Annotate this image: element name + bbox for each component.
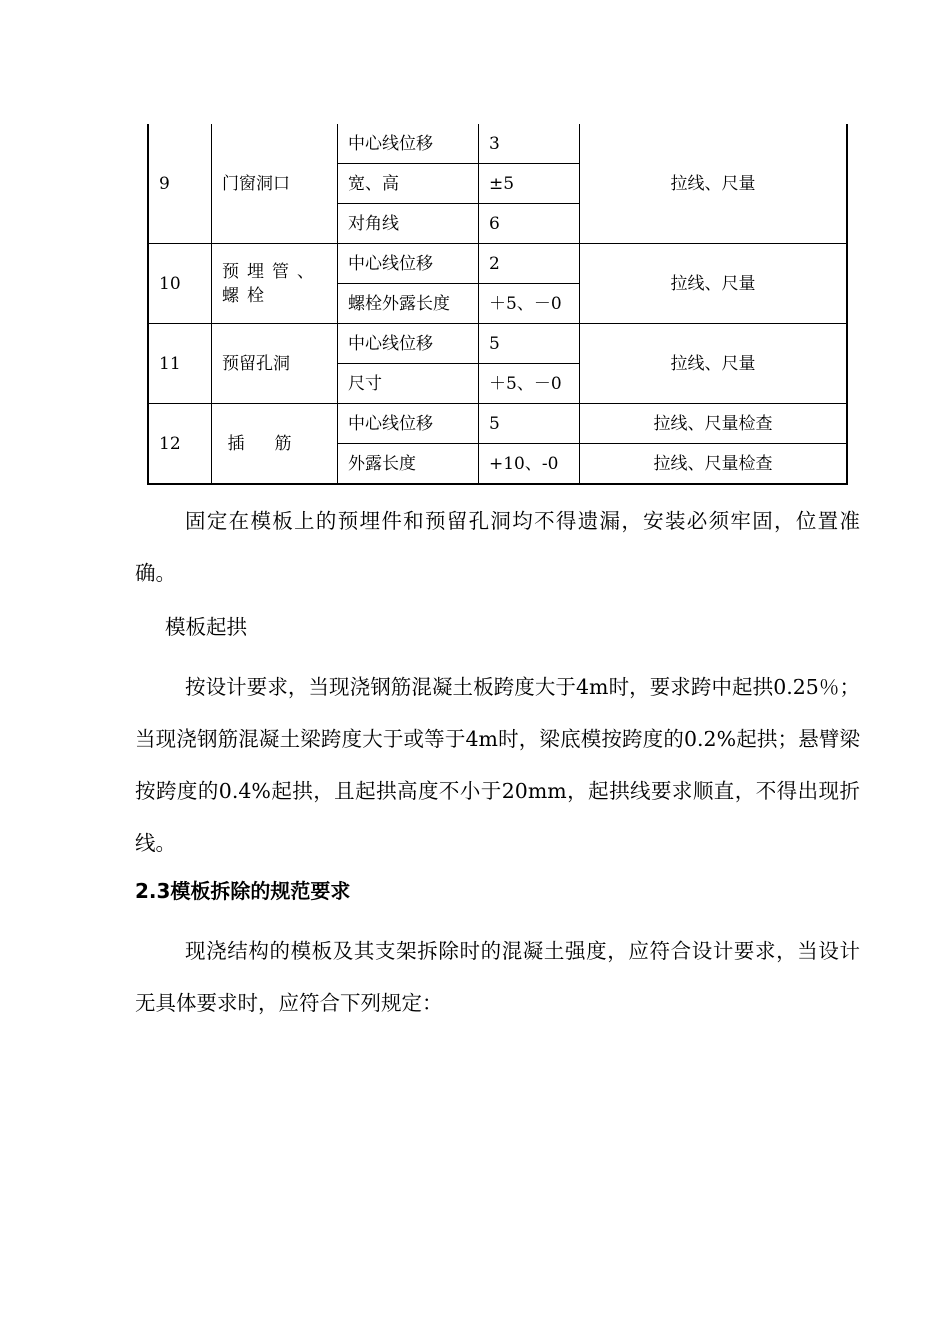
tolerance-value: +10、-0 [479,444,580,485]
paragraph-camber-requirements: 按设计要求，当现浇钢筋混凝土板跨度大于4m时，要求跨中起拱0.25％；当现浇钢筋混凝土梁跨度大于或等于4m时，梁底模按跨度的0.2%起拱；悬臂梁按跨度的0.4%起拱，且起拱高度不小于20mm，起拱线要求顺直，不得出现折线。 [135,675,860,855]
check-method: 拉线、尺量 [580,324,848,404]
tolerance-value: ＋5、－0 [479,364,580,404]
check-item: 尺寸 [338,364,479,404]
tolerance-value: ±5 [479,164,580,204]
row-number: 10 [148,244,212,324]
item-name: 门窗洞口 [212,124,338,244]
tolerance-table [147,124,848,485]
check-item: 外露长度 [338,444,479,485]
item-name: 预埋管、螺栓 [212,244,338,324]
tolerance-value: 3 [479,124,580,164]
table-row [148,404,847,444]
check-item: 中心线位移 [338,404,479,444]
tolerance-value: ＋5、－0 [479,284,580,324]
check-item: 宽、高 [338,164,479,204]
table-row [148,124,847,164]
tolerance-value: 5 [479,324,580,364]
check-item: 螺栓外露长度 [338,284,479,324]
check-item: 中心线位移 [338,244,479,284]
table-row [148,324,847,364]
item-name: 预留孔洞 [212,324,338,404]
check-item: 中心线位移 [338,124,479,164]
check-method: 拉线、尺量 [580,244,848,324]
paragraph-embedded-parts: 固定在模板上的预埋件和预留孔洞均不得遗漏，安装必须牢固，位置准确。 [135,509,860,585]
tolerance-value: 6 [479,204,580,244]
check-item: 对角线 [338,204,479,244]
check-item: 中心线位移 [338,324,479,364]
paragraph-removal-requirements: 现浇结构的模板及其支架拆除时的混凝土强度，应符合设计要求，当设计无具体要求时，应符合下列规定： [135,939,860,1015]
table-row [148,244,847,284]
row-number: 12 [148,404,212,485]
row-number: 11 [148,324,212,404]
check-method: 拉线、尺量检查 [580,404,848,444]
row-number: 9 [148,124,212,244]
check-method: 拉线、尺量检查 [580,444,848,485]
item-name: 插筋 [212,404,338,485]
section-heading: 2.3模板拆除的规范要求 [135,879,351,903]
tolerance-value: 2 [479,244,580,284]
subheading-formwork-camber: 模板起拱 [165,615,247,639]
check-method: 拉线、尺量 [580,124,848,244]
tolerance-value: 5 [479,404,580,444]
